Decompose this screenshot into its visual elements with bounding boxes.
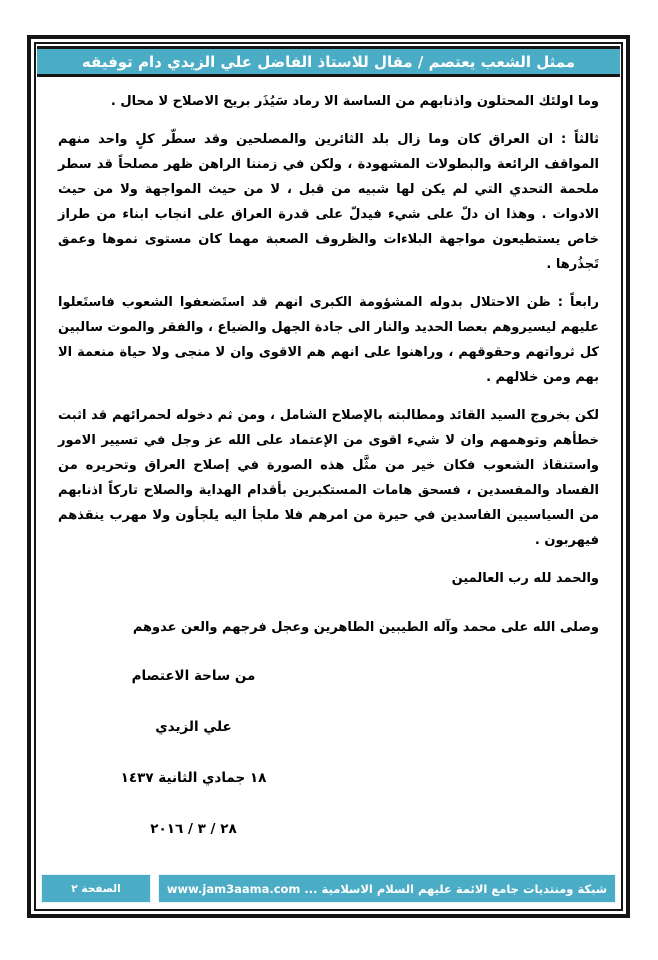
paragraph-intro: وما اولئك المحتلون واذنابهم من الساسة الا رماد سَيُذَر بريح الاصلاح لا محال . xyxy=(110,94,599,109)
paragraph-conclusion: لكن بخروج السيد القائد ومطالبته بالإصلاح الشامل ، ومن ثم دخوله لحمرائهم قد اثبت خطأهم وتوهمهم وان لا شيء اقوى من الإعتماد على الله عز وجل في تسيير الامور واستنقاذ الشعوب فكان خير من مثَّل هذه الصورة في إصلاح العراق وتحريره من الفساد والمفسدين ، فسحق هامات المستكبرين بأقدام الهداية والصلاح تاركاً اذنابهم من السياسيين الفاسدين في حيرة من امرهم فلا ملجأ اليه يلجأون ولا مهرب ينقذهم فيهربون . xyxy=(58,408,599,548)
signature-block xyxy=(76,664,311,842)
closing-salawat: وصلى الله على محمد وآله الطيبين الطاهرين وعجل فرجهم والعن عدوهم xyxy=(132,620,599,635)
paragraph-fourth: رابعاً : ظن الاحتلال بدوله المشؤومة الكبرى انهم قد استَضعفوا الشعوب فاستَعلوا عليهم ليسيروهم بعصا الحديد والنار الى جادة الجهل والضياع ، والفقر والموت سالبين كل ثرواتهم وحقوقهم ، وراهنوا على انهم هم الاقوى وان لا منجى ولا حياة منعمة الا بهم ومن خلالهم . xyxy=(58,295,599,385)
article-body xyxy=(36,77,621,870)
closing-hamd: والحمد لله رب العالمين xyxy=(451,571,599,586)
footer-band xyxy=(36,870,621,909)
page-number-badge: الصفحة ٢ xyxy=(41,874,151,903)
signature-location: من ساحة الاعتصام xyxy=(131,668,256,684)
page-title: ممثل الشعب يعتصم / مقال للاستاذ الفاضل علي الزيدي دام توفيقه xyxy=(81,52,576,71)
page-border-frame xyxy=(27,35,630,918)
signature-gregorian-date: ٢٨ / ٣ / ٢٠١٦ xyxy=(150,821,237,837)
signature-hijri-date: ١٨ جمادي الثانية ١٤٣٧ xyxy=(120,770,267,786)
header-banner xyxy=(37,46,620,77)
paragraph-third: ثالثاً : ان العراق كان وما زال بلد الثائرين والمصلحين وقد سطّر كلٍ واحد منهم المواقف الرائعة والبطولات المشهودة ، ولكن في زمننا الراهن ظهر مصلحاً قد سطر ملحمة التحدي التي لم يكن لها شبيه من قبل ، لا من حيث المواجهة ولا من حيث الادوات . وهذا ان دلّ على شيء فيدلّ على قدرة العراق على انجاب ابناء من طراز خاص يستطيعون مواجهة البلاءات والظروف الصعبة مهما كان مستوى نموها وعمق تَجذُرها . xyxy=(58,132,599,272)
signature-author: علي الزيدي xyxy=(155,719,232,735)
inner-border-frame xyxy=(34,42,623,911)
site-banner: شبكة ومنتديات جامع الائمة عليهم السلام الاسلامية ... www.jam3aama.com xyxy=(158,874,616,903)
